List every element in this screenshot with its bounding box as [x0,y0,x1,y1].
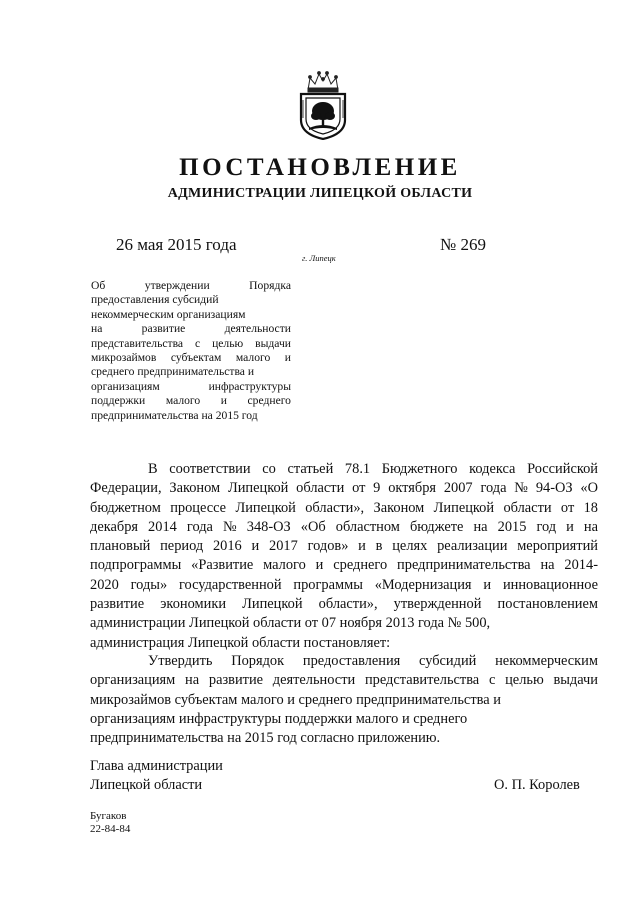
paragraph-line: развитие экономики Липецкой области», утвержденной постановлением [90,596,598,613]
document-subject [91,279,291,423]
paragraph-line: микрозаймов субъектам малого и среднего предпринимательства и [90,691,501,708]
subject-line [91,394,291,408]
paragraph-line: В соответствии со статьей 78.1 Бюджетного кодекса Российской [148,461,598,477]
paragraph-line: администрация Липецкой области постановляет: [90,634,391,651]
subject-line-text: Об утверждении Порядка [91,279,291,292]
subject-line [91,279,291,293]
subject-line: некоммерческим организациям [91,307,246,321]
subject-line: среднего предпринимательства и [91,365,255,379]
executor-block [90,810,130,836]
paragraph-line: плановый период 2016 и 2017 годов» и в целях реализации мероприятий [90,538,598,555]
document-title: ПОСТАНОВЛЕНИЕ [179,154,461,181]
resolution-paragraph [90,652,598,748]
subject-line: представительства с целью выдачи [91,336,291,350]
subject-line: предпринимательства на 2015 год [91,408,258,422]
coat-of-arms-icon [296,70,350,140]
subject-line-text: организациям инфраструктуры [91,379,291,393]
paragraph-line: подпрограммы «Развитие малого и среднего предпринимательства на 2014- [90,557,598,574]
paragraph-line: администрации Липецкой области от 07 ноября 2013 года № 500, [90,615,491,632]
subject-line: микрозаймов субъектам малого и [91,351,291,365]
document-date: 26 мая 2015 года [116,235,237,254]
subject-line [91,322,291,336]
paragraph-line: 2020 годы» государственной программы «Модернизация и инновационное [90,576,598,593]
subject-line-text: поддержки малого и среднего [91,394,291,408]
subject-line-text: на развитие деятельности [91,322,291,336]
paragraph-line: декабря 2014 года № 348-ОЗ «Об областном бюджете на 2015 год и на [90,518,598,535]
subject-line: предоставления субсидий [91,293,219,307]
paragraph-line: предпринимательства на 2015 год согласно приложению. [90,730,441,747]
paragraph-line: Утвердить Порядок предоставления субсидий некоммерческим [148,653,598,669]
signatory-position [90,757,223,795]
paragraph-line: Федерации, Законом Липецкой области от 9 октября 2007 года № 94-ОЗ «О [90,480,598,497]
paragraph-line: бюджетном процессе Липецкой области», Законом Липецкой области от 18 [90,499,598,516]
subject-line [91,380,291,394]
signatory-name: О. П. Королев [494,777,580,793]
executor-phone: 22-84-84 [90,823,131,835]
paragraph-line: организациям на развитие деятельности представительства с целью выдачи [90,672,598,689]
signatory-position-line: Глава администрации [90,758,223,774]
document-number: № 269 [440,235,486,254]
document-city: г. Липецк [302,253,336,263]
executor-name: Бугаков [90,810,127,822]
paragraph-line: организациям инфраструктуры поддержки малого и среднего [90,710,468,727]
signatory-position-line: Липецкой области [90,777,203,793]
document-issuer: АДМИНИСТРАЦИИ ЛИПЕЦКОЙ ОБЛАСТИ [167,186,473,201]
preamble-paragraph [90,460,598,653]
